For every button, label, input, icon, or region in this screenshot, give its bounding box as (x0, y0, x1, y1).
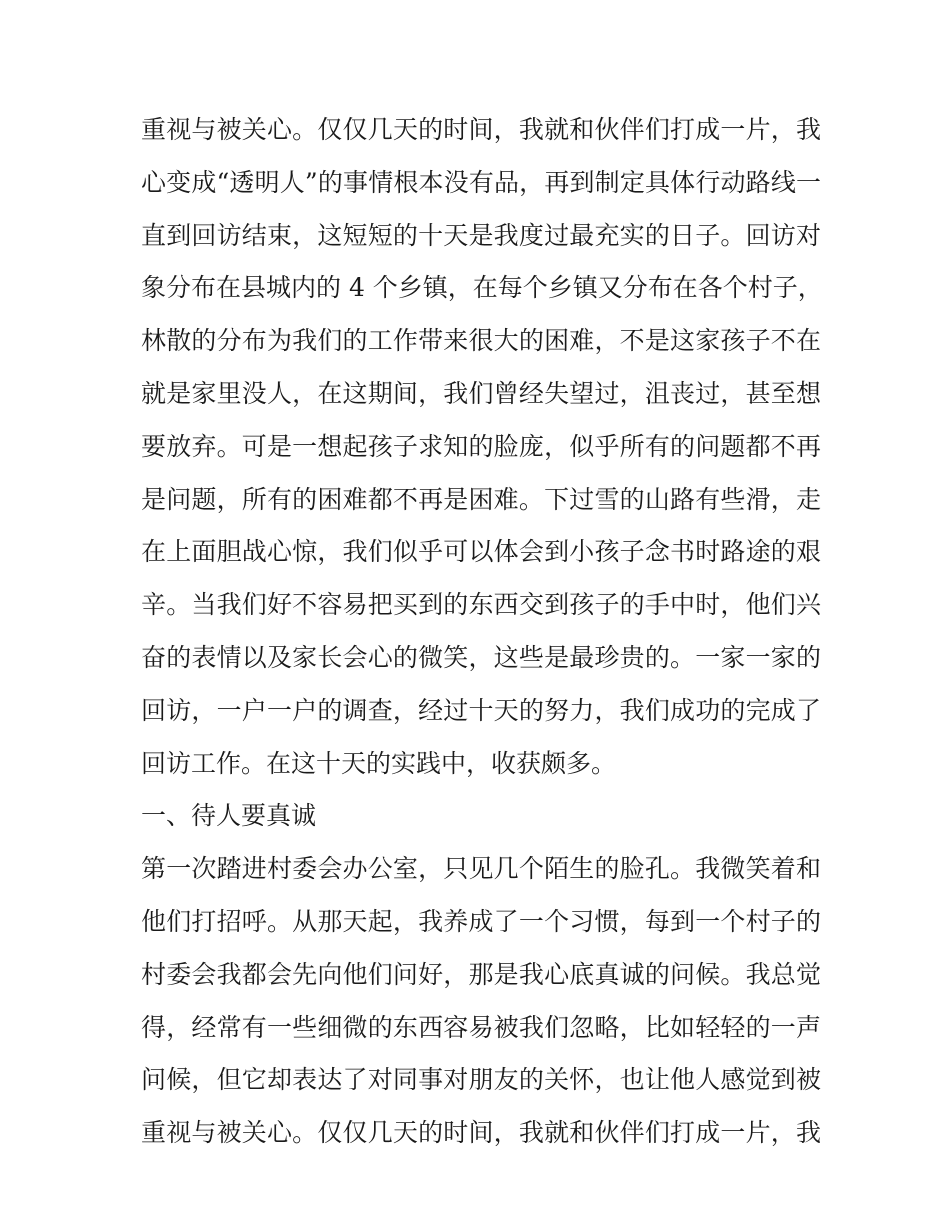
text-line: 要放弃。可是一想起孩子求知的脸庞，似乎所有的问题都不再 (141, 431, 821, 461)
text-line: 得，经常有一些细微的东西容易被我们忽略，比如轻轻的一声 (141, 1012, 821, 1042)
text-line: 重视与被关心。仅仅几天的时间，我就和伙伴们打成一片，我 (141, 1118, 821, 1148)
text-line: 象分布在县城内的 4 个乡镇，在每个乡镇又分布在各个村子， (141, 273, 823, 303)
text-line: 重视与被关心。仅仅几天的时间，我就和伙伴们打成一片，我 (141, 115, 821, 144)
section-heading: 一、待人要真诚 (141, 801, 317, 831)
body-text (141, 104, 821, 1160)
text-line: 心变成“透明人”的事情根本没有品，再到制定具体行动路线一 (141, 167, 821, 197)
text-line: 辛。当我们好不容易把买到的东西交到孩子的手中时，他们兴 (141, 590, 821, 620)
text-line: 直到回访结束，这短短的十天是我度过最充实的日子。回访对 (141, 220, 821, 250)
text-line: 回访，一户一户的调查，经过十天的努力，我们成功的完成了 (141, 695, 821, 725)
text-line: 林散的分布为我们的工作带来很大的困难，不是这家孩子不在 (141, 326, 821, 356)
text-line: 他们打招呼。从那天起，我养成了一个习惯，每到一个村子的 (141, 906, 821, 936)
text-line: 就是家里没人，在这期间，我们曾经失望过，沮丧过，甚至想 (141, 378, 821, 408)
text-line: 奋的表情以及家长会心的微笑，这些是最珍贵的。一家一家的 (141, 642, 821, 672)
text-line: 在上面胆战心惊，我们似乎可以体会到小孩子念书时路途的艰 (141, 537, 821, 567)
text-line: 是问题，所有的困难都不再是困难。下过雪的山路有些滑，走 (141, 484, 821, 514)
text-line: 第一次踏进村委会办公室，只见几个陌生的脸孔。我微笑着和 (141, 854, 821, 884)
paragraph-end-line: 回访工作。在这十天的实践中，收获颇多。 (141, 748, 617, 778)
text-line: 村委会我都会先向他们问好，那是我心底真诚的问候。我总觉 (141, 959, 821, 989)
text-line: 问候，但它却表达了对同事对朋友的关怀，也让他人感觉到被 (141, 1065, 821, 1095)
